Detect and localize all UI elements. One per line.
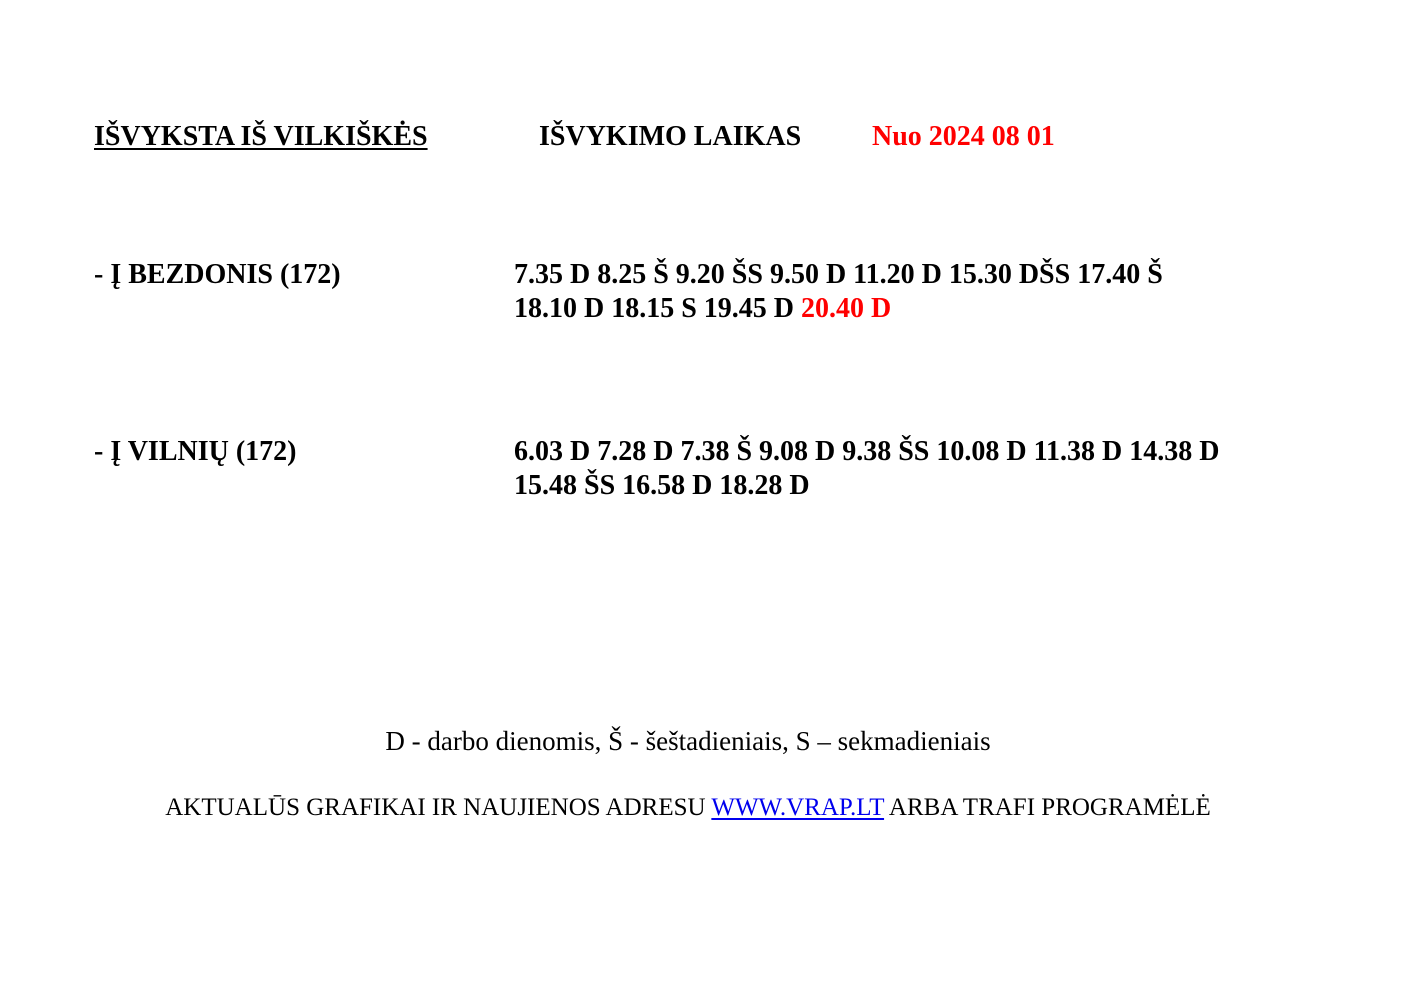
route-times-bezdonis-line2: 18.10 D 18.15 S 19.45 D: [514, 293, 802, 324]
route-label-vilnius: - Į VILNIŲ (172): [94, 436, 297, 467]
route-times-vilnius-line1: 6.03 D 7.28 D 7.38 Š 9.08 D 9.38 ŠS 10.08 D 11.38 D 14.38 D: [514, 436, 1220, 467]
route-times-vilnius-line2: 15.48 ŠS 16.58 D 18.28 D: [514, 470, 810, 501]
day-legend: D - darbo dienomis, Š - šeštadieniais, S – sekmadieniais: [385, 726, 991, 756]
website-link[interactable]: WWW.VRAP.LT: [711, 794, 885, 821]
route-label-bezdonis: - Į BEZDONIS (172): [94, 259, 341, 290]
footer-note: [0, 792, 1376, 824]
footer-prefix: AKTUALŪS GRAFIKAI IR NAUJIENOS ADRESU: [165, 794, 712, 821]
route-times-bezdonis-highlight: 20.40 D: [801, 293, 892, 324]
footer-suffix: ARBA TRAFI PROGRAMĖLĖ: [884, 794, 1211, 821]
route-times-bezdonis-line1: 7.35 D 8.25 Š 9.20 ŠS 9.50 D 11.20 D 15.30 DŠS 17.40 Š: [514, 259, 1163, 290]
departure-time-heading: IŠVYKIMO LAIKAS: [539, 121, 802, 152]
valid-from-date: Nuo 2024 08 01: [872, 121, 1055, 152]
route-times-bezdonis-line2-row: [514, 292, 891, 326]
departs-from-heading: IŠVYKSTA IŠ VILKIŠKĖS: [94, 121, 428, 152]
